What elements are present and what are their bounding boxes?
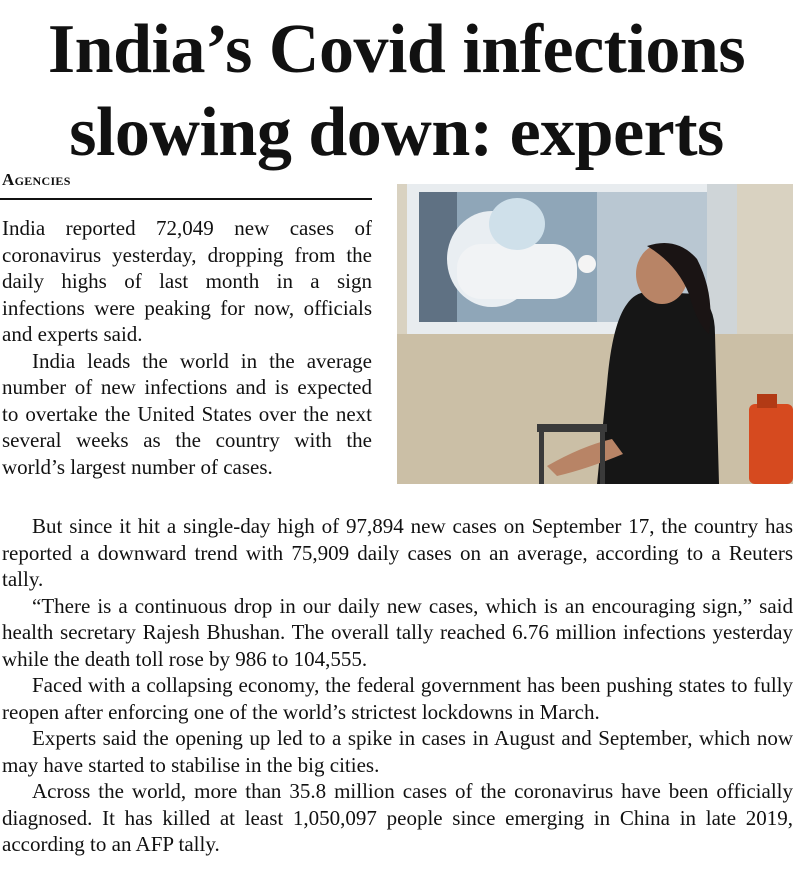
paragraph: Across the world, more than 35.8 million cases of the coronavirus have been officially diagnosed. It has killed at least 1,050,097 people since emerging in China in late 2019, according to an AFP tally. — [2, 779, 793, 856]
headline — [0, 8, 793, 174]
paragraph: India leads the world in the average number of new infections and is expected to overtake the United States over the next several weeks as the country with the world’s largest number of cases. — [2, 348, 372, 479]
paragraph: Experts said the opening up led to a spike in cases in August and September, which now may have started to stabilise in the big cities. — [2, 726, 793, 777]
news-photo — [397, 184, 793, 484]
headline-line-1: India’s Covid infections — [47, 11, 746, 88]
full-width-text — [2, 513, 793, 858]
headline-line-2: slowing down: experts — [69, 94, 724, 171]
column-text — [2, 215, 372, 480]
paragraph: Faced with a collapsing economy, the federal government has been pushing states to fully reopen after enforcing one of the world’s strictest lockdowns in March. — [2, 673, 793, 724]
paragraph: “There is a continuous drop in our daily new cases, which is an encouraging sign,” said health secretary Rajesh Bhushan. The overall tally reached 6.76 million infections yesterday while the death toll rose by 986 to 104,555. — [2, 593, 793, 671]
paragraph: But since it hit a single-day high of 97,894 new cases on September 17, the country has reported a downward trend with 75,909 daily cases on an average, according to a Reuters tally. — [2, 514, 793, 591]
paragraph: India reported 72,049 new cases of coronavirus yesterday, dropping from the daily highs of last month in a sign infections were peaking for now, officials and experts said. — [2, 216, 372, 346]
byline: Agencies — [2, 170, 71, 189]
swab-test-photo-illustration — [397, 184, 793, 484]
byline-rule — [0, 198, 372, 200]
